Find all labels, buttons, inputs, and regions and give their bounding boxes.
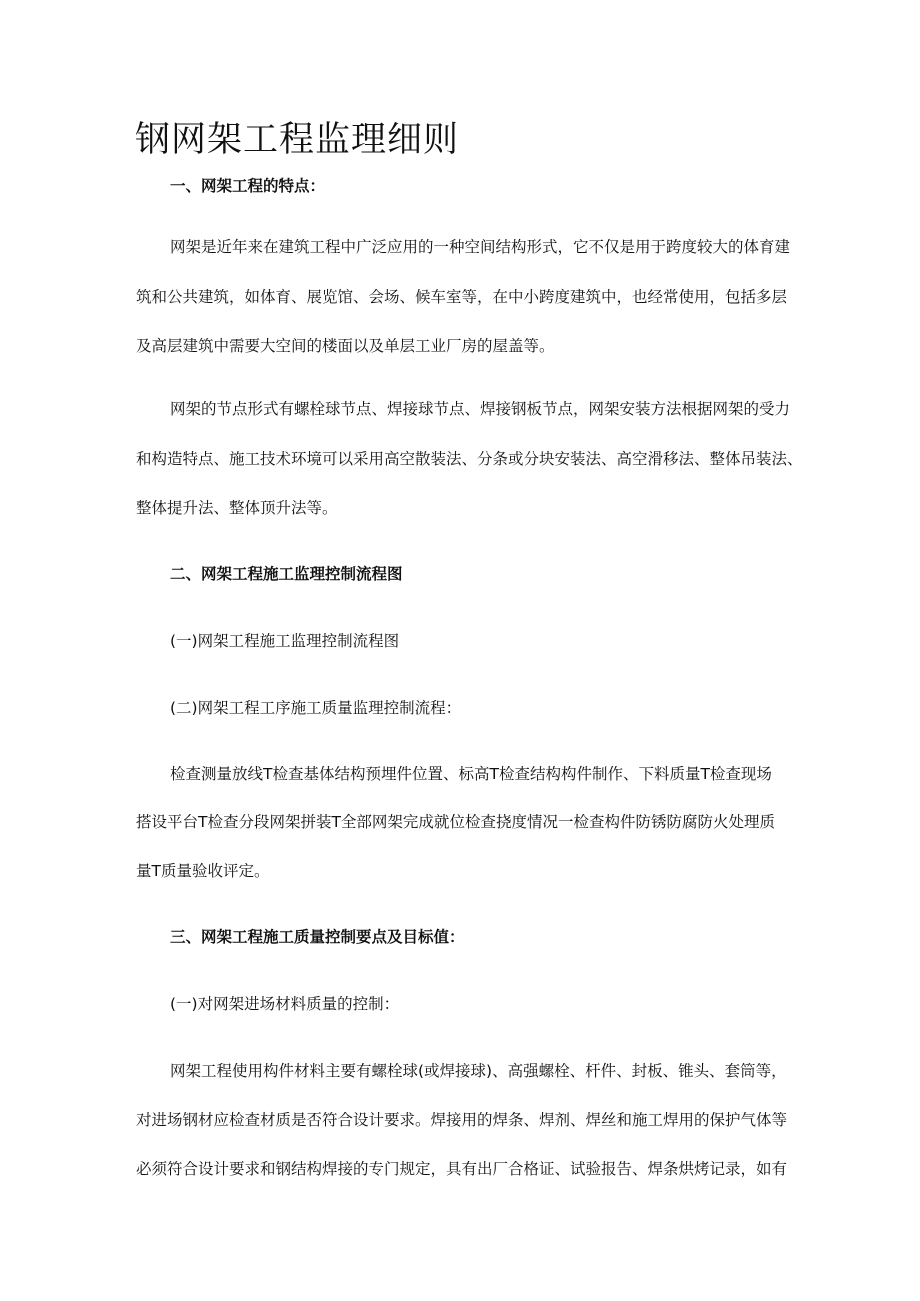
paragraph-line: 及高层建筑中需要大空间的楼面以及单层工业厂房的屋盖等。 — [136, 337, 555, 355]
section-2-heading: 二、网架工程施工监理控制流程图 — [170, 565, 403, 583]
paragraph-line: 必须符合设计要求和钢结构焊接的专门规定，具有出厂合格证、试验报告、焊条烘烤记录，如有 — [136, 1160, 788, 1178]
section-3-heading: 三、网架工程施工质量控制要点及目标值： — [170, 928, 465, 946]
paragraph-line: 量T质量验收评定。 — [136, 862, 270, 880]
paragraph-line: 网架工程使用构件材料主要有螺栓球(或焊接球)、高强螺栓、杆件、封板、锥头、套筒等， — [170, 1062, 787, 1080]
paragraph-line: 筑和公共建筑，如体育、展览馆、会场、候车室等，在中小跨度建筑中，也经常使用，包括多层 — [136, 288, 788, 306]
paragraph-line: 网架的节点形式有螺栓球节点、焊接球节点、焊接钢板节点，网架安装方法根据网架的受力 — [170, 400, 791, 418]
paragraph-line: 搭设平台T检查分段网架拼装T全部网架完成就位检查挠度情况一检查构件防锈防腐防火处理质 — [136, 813, 775, 831]
subsection-heading: (一)网架工程施工监理控制流程图 — [170, 632, 400, 650]
paragraph-line: 整体提升法、整体顶升法等。 — [136, 499, 338, 517]
paragraph-line: 网架是近年来在建筑工程中广泛应用的一种空间结构形式，它不仅是用于跨度较大的体育建 — [170, 238, 791, 256]
subsection-heading: (一)对网架进场材料质量的控制： — [170, 995, 400, 1013]
paragraph-line: 检查测量放线T检查基体结构预埋件位置、标高T检查结构构件制作、下料质量T检查现场 — [170, 765, 772, 783]
section-1-heading: 一、网架工程的特点： — [170, 177, 326, 195]
paragraph-line: 对进场钢材应检查材质是否符合设计要求。焊接用的焊条、焊剂、焊丝和施工焊用的保护气体等 — [136, 1111, 788, 1129]
paragraph-line: 和构造特点、施工技术环境可以采用高空散装法、分条或分块安装法、高空滑移法、整体吊装法、 — [136, 450, 803, 468]
document-title: 钢网架工程监理细则 — [135, 120, 460, 160]
subsection-heading: (二)网架工程工序施工质量监理控制流程： — [170, 699, 462, 717]
